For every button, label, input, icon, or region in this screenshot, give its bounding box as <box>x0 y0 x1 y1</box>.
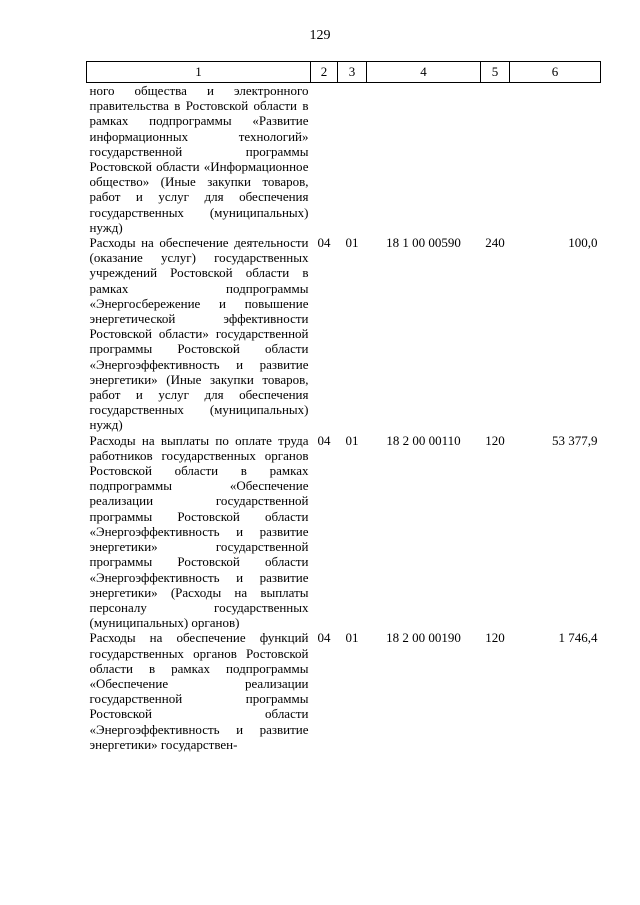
table-header <box>87 62 601 83</box>
row-section <box>311 83 338 236</box>
table-row <box>87 83 601 236</box>
table-row <box>87 235 601 433</box>
row-description: Расходы на обеспечение функций государственных органов Ростовской области в рамках подпрограммы «Обеспечение реализации государственной программы Ростовской области «Энергоэффективность и развитие энергетики» государствен- <box>89 630 309 752</box>
row-description: Расходы на обеспечение деятельности (оказание услуг) государственных учреждений Ростовской области в рамках подпрограммы «Энергосбережение и повышение энергетической эффективности Ростовской области» государственной программы Ростовской области «Энергоэффективность и развитие энергетики» (Иные закупки товаров, работ и услуг для обеспечения государственных (муниципальных) нужд) <box>89 235 309 433</box>
row-target-article <box>367 83 481 236</box>
row-target-article: 18 2 00 00110 <box>386 432 461 448</box>
column-header-6: 6 <box>510 62 601 83</box>
row-amount: 100,0 <box>568 235 598 251</box>
row-target-article: 18 1 00 00590 <box>386 235 461 251</box>
row-subsection: 01 <box>345 235 359 251</box>
page-number: 129 <box>309 28 331 43</box>
row-amount: 1 746,4 <box>558 630 598 646</box>
row-section: 04 <box>317 432 331 448</box>
row-subsection <box>338 83 367 236</box>
column-header-2: 2 <box>311 62 338 83</box>
column-header-1: 1 <box>87 62 311 83</box>
row-expense-type: 240 <box>485 235 505 251</box>
row-section: 04 <box>317 630 331 646</box>
column-header-5: 5 <box>481 62 510 83</box>
row-description: ного общества и электронного правительства в Ростовской области в рамках подпрограммы «Развитие информационных технологий» государственной программы Ростовской области «Информационное общество» (Иные закупки товаров, работ и услуг для обеспечения государственных (муниципальных) нужд) <box>89 83 309 235</box>
column-header-4: 4 <box>367 62 481 83</box>
row-section: 04 <box>317 235 331 251</box>
row-target-article: 18 2 00 00190 <box>386 630 461 646</box>
row-subsection: 01 <box>345 630 359 646</box>
column-header-3: 3 <box>338 62 367 83</box>
row-subsection: 01 <box>345 432 359 448</box>
table-body <box>87 83 601 752</box>
row-amount <box>510 83 601 236</box>
row-description: Расходы на выплаты по оплате труда работников государственных органов Ростовской области в рамках подпрограммы «Обеспечение реализации государственной программы Ростовской области «Энергоэффективность и развитие энергетики» государственной программы Ростовской области «Энергоэффективность и развитие энергетики» (Расходы на выплаты персоналу государственных (муниципальных) органов) <box>89 432 309 631</box>
table-row <box>87 433 601 631</box>
row-expense-type: 120 <box>485 432 505 448</box>
header-row <box>87 62 601 83</box>
budget-table <box>86 61 601 752</box>
row-expense-type: 120 <box>485 630 505 646</box>
table-row <box>87 630 601 752</box>
row-expense-type <box>481 83 510 236</box>
row-amount: 53 377,9 <box>552 432 598 448</box>
